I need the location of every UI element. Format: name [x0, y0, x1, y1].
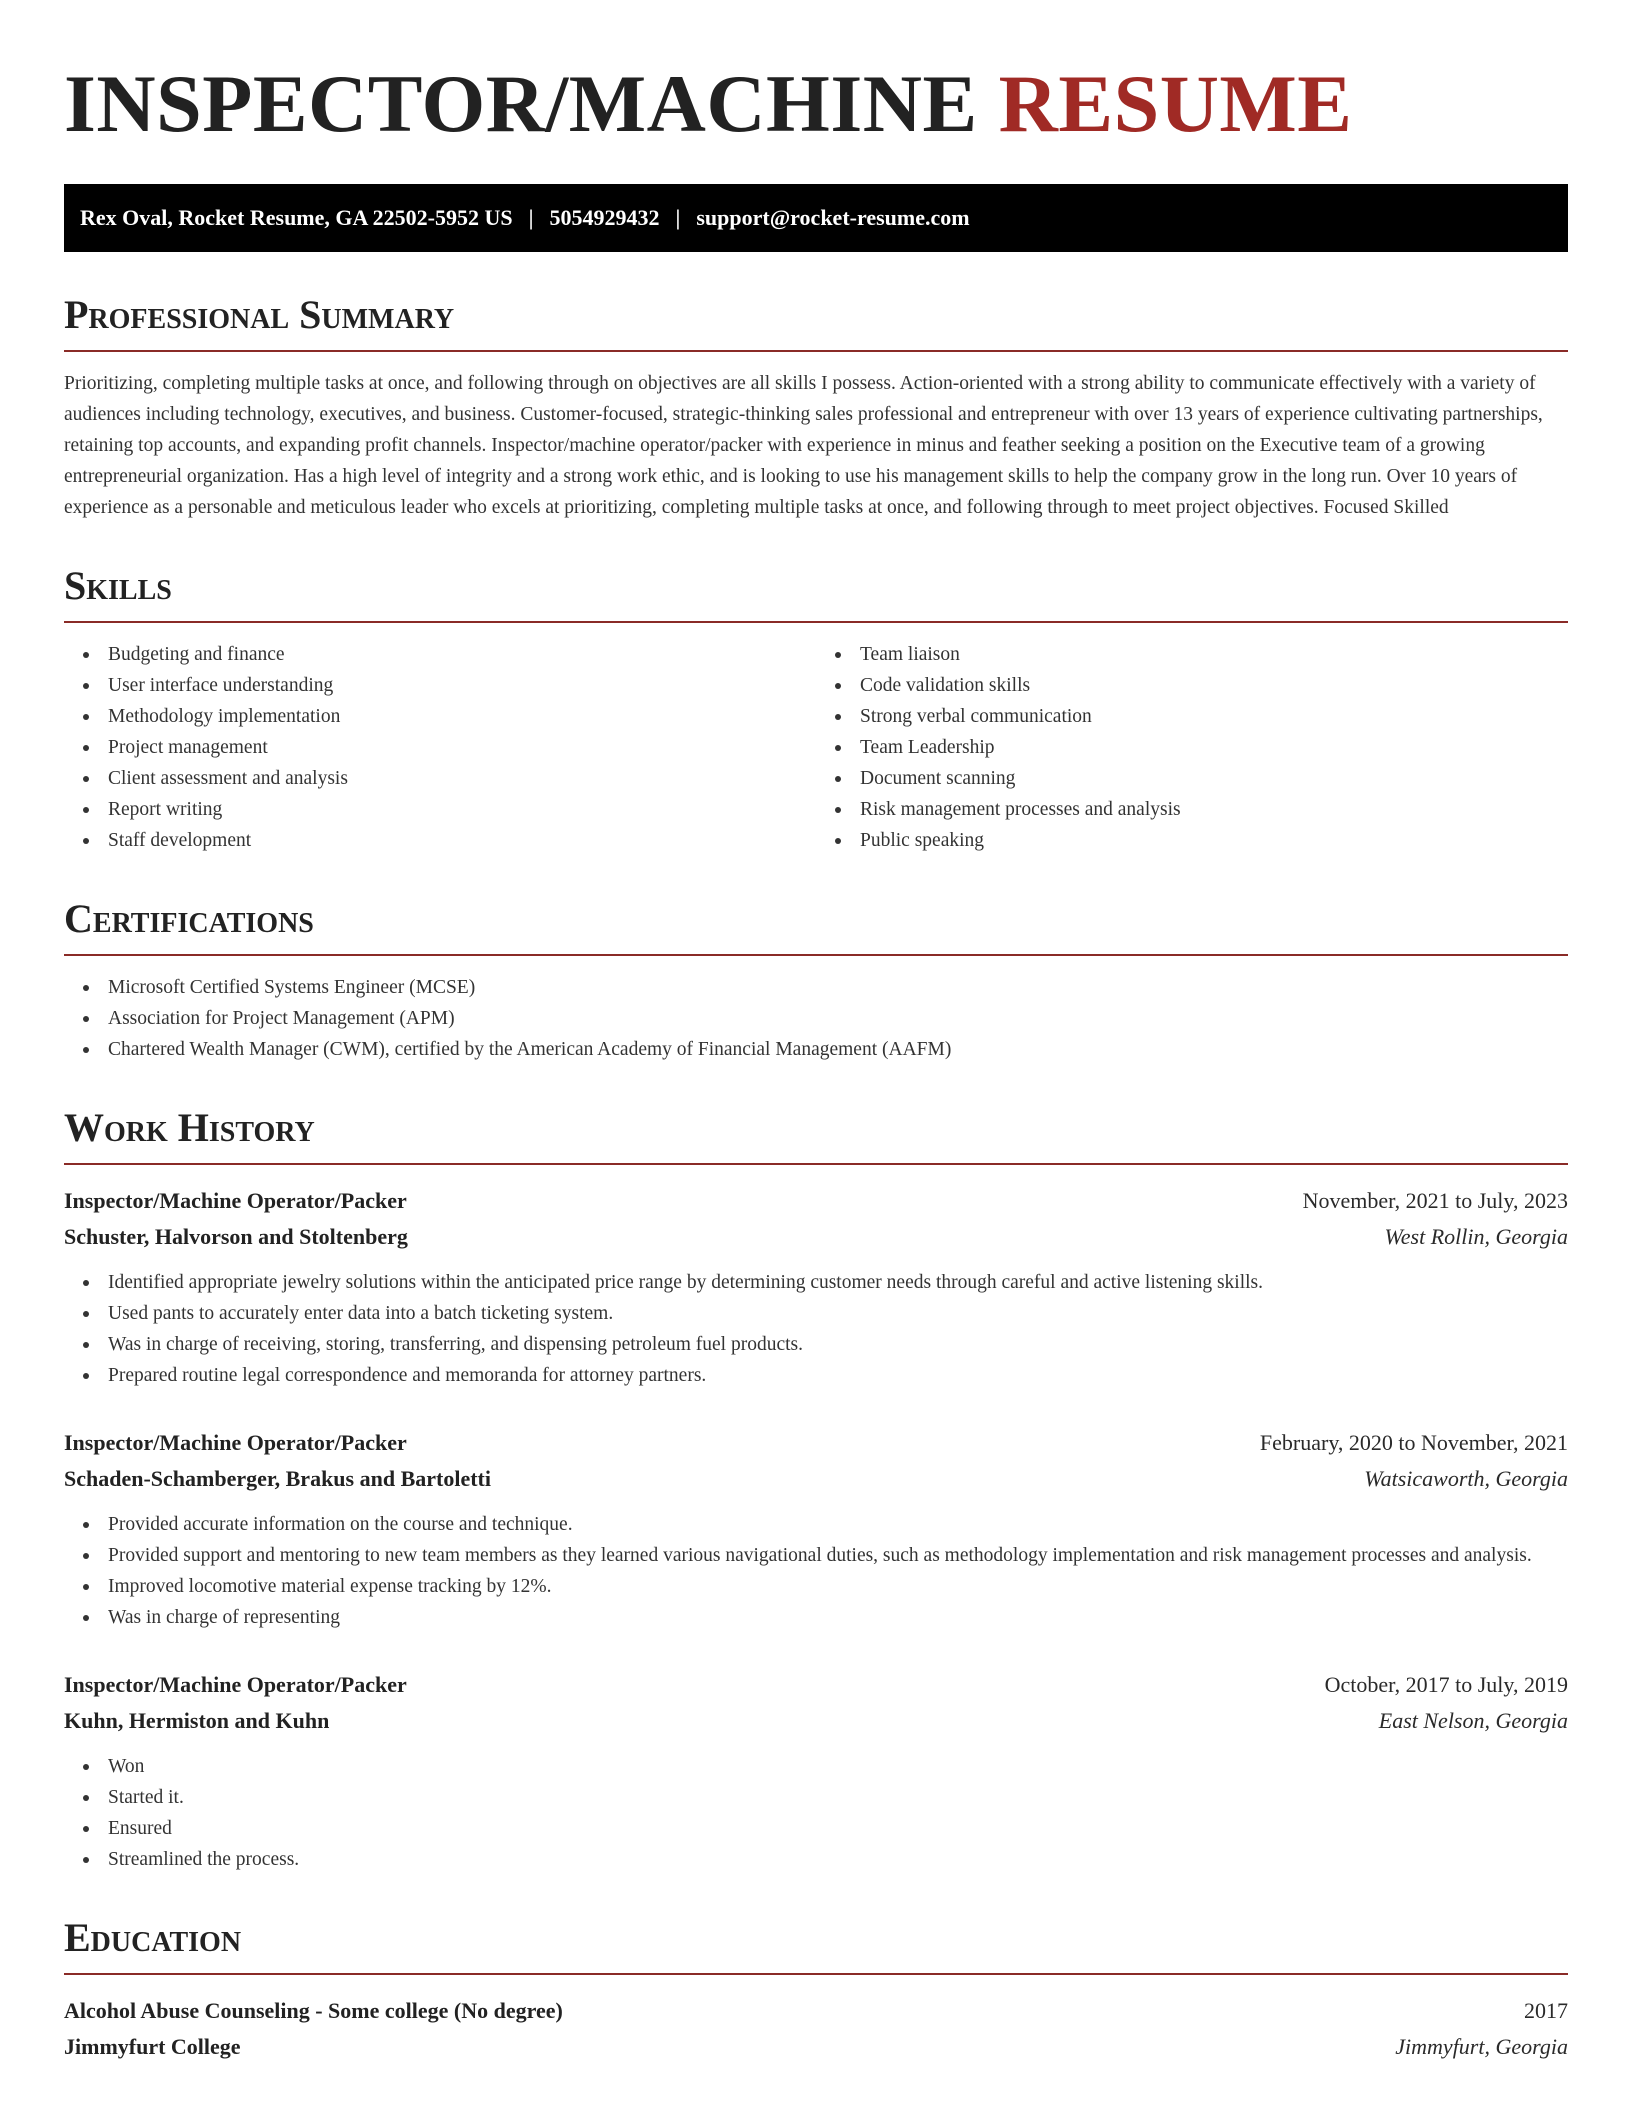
certification-item: Microsoft Certified Systems Engineer (MCSE) [108, 972, 1568, 1003]
summary-heading: Professional Summary [64, 292, 1568, 352]
skill-item: User interface understanding [108, 670, 816, 701]
job-header-row [64, 1425, 1568, 1461]
work-history-section [64, 1105, 1568, 1875]
education-year: 2017 [1524, 1998, 1568, 2023]
skills-list-left [64, 639, 816, 856]
job-header-row [64, 1667, 1568, 1703]
certifications-list [64, 972, 1568, 1065]
job-dates: November, 2021 to July, 2023 [1302, 1188, 1568, 1213]
job-company: Schuster, Halvorson and Stoltenberg [64, 1224, 408, 1249]
skills-list-right [816, 639, 1568, 856]
job-duty: Prepared routine legal correspondence and memoranda for attorney partners. [108, 1360, 1568, 1391]
job-title: Inspector/Machine Operator/Packer [64, 1672, 407, 1697]
skill-item: Project management [108, 732, 816, 763]
job-company: Schaden-Schamberger, Brakus and Bartoletti [64, 1466, 491, 1491]
job-entry [64, 1183, 1568, 1391]
job-company: Kuhn, Hermiston and Kuhn [64, 1708, 330, 1733]
job-header-row [64, 1183, 1568, 1219]
certifications-heading: Certifications [64, 896, 1568, 956]
skill-item: Client assessment and analysis [108, 763, 816, 794]
job-duties-list [64, 1751, 1568, 1875]
certification-item: Chartered Wealth Manager (CWM), certified by the American Academy of Financial Management (AAFM) [108, 1034, 1568, 1065]
skills-section [64, 563, 1568, 856]
education-degree-row [64, 1993, 1568, 2029]
resume-title [64, 58, 1568, 150]
job-title: Inspector/Machine Operator/Packer [64, 1430, 407, 1455]
skills-grid [64, 639, 1568, 856]
job-title: Inspector/Machine Operator/Packer [64, 1188, 407, 1213]
contact-email: support@rocket-resume.com [696, 205, 970, 230]
title-main: INSPECTOR/MACHINE [64, 58, 978, 149]
job-duty: Was in charge of representing [108, 1602, 1568, 1633]
job-duty: Improved locomotive material expense tracking by 12%. [108, 1571, 1568, 1602]
job-location: East Nelson, Georgia [1378, 1708, 1568, 1733]
job-entry [64, 1667, 1568, 1875]
contact-address: Rex Oval, Rocket Resume, GA 22502-5952 US [80, 205, 513, 230]
job-dates: February, 2020 to November, 2021 [1259, 1430, 1568, 1455]
education-section [64, 1915, 1568, 2065]
education-school-row [64, 2029, 1568, 2065]
job-location: Watsicaworth, Georgia [1364, 1466, 1568, 1491]
skill-item: Methodology implementation [108, 701, 816, 732]
title-accent: RESUME [998, 58, 1353, 149]
skill-item: Team liaison [860, 639, 1568, 670]
skill-item: Document scanning [860, 763, 1568, 794]
job-duty: Started it. [108, 1782, 1568, 1813]
skill-item: Report writing [108, 794, 816, 825]
job-company-row [64, 1461, 1568, 1497]
skill-item: Team Leadership [860, 732, 1568, 763]
certification-item: Association for Project Management (APM) [108, 1003, 1568, 1034]
education-heading: Education [64, 1915, 1568, 1975]
job-company-row [64, 1703, 1568, 1739]
skill-item: Staff development [108, 825, 816, 856]
skill-item: Public speaking [860, 825, 1568, 856]
job-dates: October, 2017 to July, 2019 [1324, 1672, 1568, 1697]
contact-bar [64, 184, 1568, 252]
job-duty: Was in charge of receiving, storing, transferring, and dispensing petroleum fuel products. [108, 1329, 1568, 1360]
certifications-section [64, 896, 1568, 1065]
work-history-heading: Work History [64, 1105, 1568, 1165]
education-degree: Alcohol Abuse Counseling - Some college (No degree) [64, 1998, 563, 2023]
job-duty: Provided accurate information on the course and technique. [108, 1509, 1568, 1540]
job-duty: Won [108, 1751, 1568, 1782]
summary-text: Prioritizing, completing multiple tasks at once, and following through on objectives are all skills I possess. Action-oriented with a strong ability to communicate effectively with a variety of audiences including technology, executives, and business. Customer-focused, strategic-thinking sales professional and entrepreneur with over 13 years of experience cultivating partnerships, retaining top accounts, and expanding profit channels. Inspector/machine operator/packer with experience in minus and feather seeking a position on the Executive team of a growing entrepreneurial organization. Has a high level of integrity and a strong work ethic, and is looking to use his management skills to help the company grow in the long run. Over 10 years of experience as a personable and meticulous leader who excels at prioritizing, completing multiple tasks at once, and following through to meet project objectives. Focused Skilled [64, 373, 1543, 518]
job-entry [64, 1425, 1568, 1633]
job-duty: Used pants to accurately enter data into a batch ticketing system. [108, 1298, 1568, 1329]
education-location: Jimmyfurt, Georgia [1395, 2034, 1568, 2059]
job-duty: Provided support and mentoring to new team members as they learned various navigational duties, such as methodology implementation and risk management processes and analysis. [108, 1540, 1568, 1571]
skill-item: Risk management processes and analysis [860, 794, 1568, 825]
skills-heading: Skills [64, 563, 1568, 623]
skill-item: Code validation skills [860, 670, 1568, 701]
contact-phone: 5054929432 [549, 205, 660, 230]
job-duties-list [64, 1509, 1568, 1633]
education-school: Jimmyfurt College [64, 2034, 241, 2059]
job-company-row [64, 1219, 1568, 1255]
contact-separator: | [528, 205, 534, 230]
job-duty: Identified appropriate jewelry solutions within the anticipated price range by determining customer needs through careful and active listening skills. [108, 1267, 1568, 1298]
job-location: West Rollin, Georgia [1384, 1224, 1568, 1249]
skill-item: Strong verbal communication [860, 701, 1568, 732]
job-duties-list [64, 1267, 1568, 1391]
skill-item: Budgeting and finance [108, 639, 816, 670]
job-duty: Ensured [108, 1813, 1568, 1844]
education-entry [64, 1993, 1568, 2065]
contact-separator: | [675, 205, 681, 230]
summary-section [64, 292, 1568, 523]
job-duty: Streamlined the process. [108, 1844, 1568, 1875]
